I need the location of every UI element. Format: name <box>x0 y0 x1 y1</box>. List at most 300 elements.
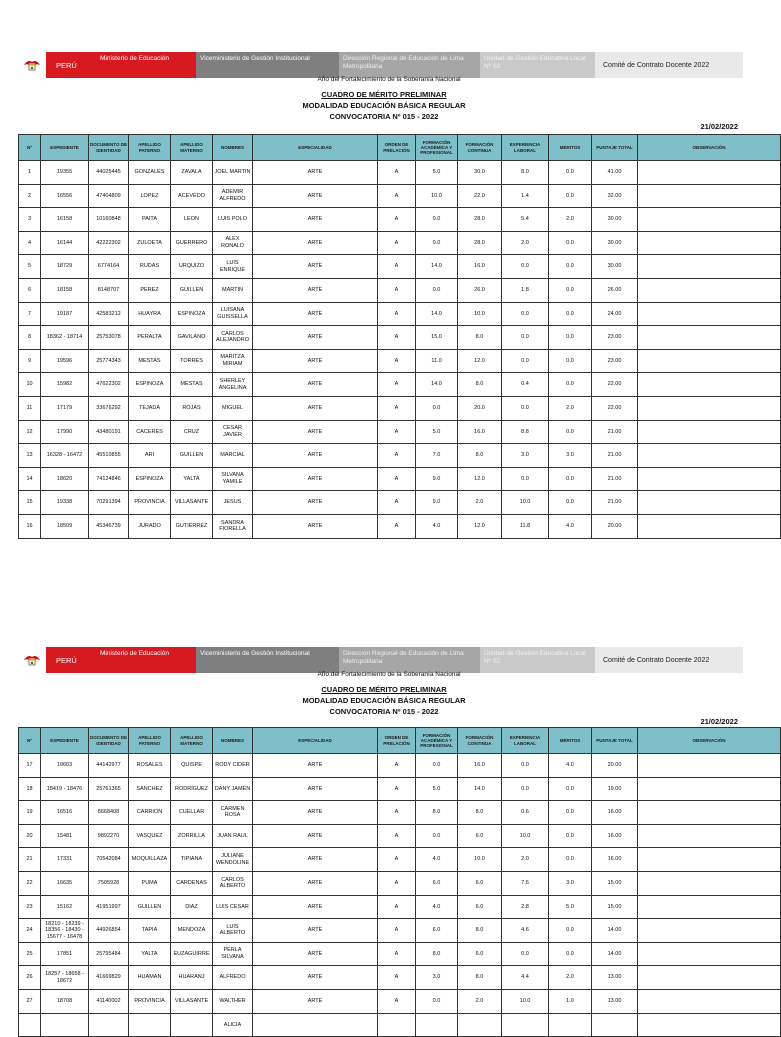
col-formacion-academica-cell: 8.0 <box>416 942 458 966</box>
table-row <box>19 278 781 302</box>
col-orden-prelacion-cell: A <box>378 161 416 185</box>
col-apellido-paterno-cell: JURADO <box>129 514 171 538</box>
year-motto: Año del Fortalecimiento de la Soberanía Nacional <box>317 671 461 678</box>
col-number-cell: 13 <box>19 444 41 468</box>
col-orden-prelacion-cell <box>378 1013 416 1037</box>
vice-ministry-label: Viceministerio de Gestión Institucional <box>196 52 339 78</box>
col-especialidad-cell: ARTE <box>253 349 378 373</box>
peru-coat-of-arms-icon <box>18 647 46 673</box>
col-meritos-cell: 0.0 <box>549 491 592 515</box>
col-experiencia-laboral-header: EXPERIENCIA LABORAL <box>502 135 549 161</box>
merit-table <box>18 727 781 1037</box>
col-observacion-cell <box>638 349 781 373</box>
col-orden-prelacion-cell: A <box>378 491 416 515</box>
col-formacion-academica-cell: 3.0 <box>416 966 458 990</box>
merit-table <box>18 134 781 539</box>
col-meritos-cell: 0.0 <box>549 848 592 872</box>
col-apellido-materno-cell: GUERRERO <box>171 231 213 255</box>
col-orden-prelacion-cell: A <box>378 396 416 420</box>
col-expediente-cell: 17990 <box>41 420 89 444</box>
col-puntaje-total-cell: 20.00 <box>592 514 638 538</box>
col-number-header: Nº <box>19 135 41 161</box>
col-puntaje-total-cell <box>592 1013 638 1037</box>
col-nombres-cell: CARLOS ALEJANDRO <box>213 326 253 350</box>
col-especialidad-cell: ARTE <box>253 919 378 943</box>
col-number-cell: 17 <box>19 754 41 778</box>
col-nombres-cell: MIGUEL <box>213 396 253 420</box>
col-number-cell: 8 <box>19 326 41 350</box>
document-title: CUADRO DE MÉRITO PRELIMINAR <box>321 685 447 694</box>
col-observacion-cell <box>638 871 781 895</box>
col-especialidad-cell: ARTE <box>253 491 378 515</box>
document-subtitle-call: CONVOCATORIA Nº 015 - 2022 <box>329 112 439 121</box>
col-orden-prelacion-cell: A <box>378 871 416 895</box>
table-row <box>19 208 781 232</box>
col-experiencia-laboral-cell: 0.0 <box>502 396 549 420</box>
col-experiencia-laboral-cell: 0.0 <box>502 942 549 966</box>
col-meritos-cell: 1.0 <box>549 989 592 1013</box>
table-row <box>19 444 781 468</box>
col-meritos-cell: 0.0 <box>549 420 592 444</box>
col-experiencia-laboral-cell <box>502 1013 549 1037</box>
col-formacion-continua-cell: 6.0 <box>458 824 502 848</box>
col-meritos-cell: 2.0 <box>549 208 592 232</box>
col-observacion-cell <box>638 231 781 255</box>
col-apellido-materno-cell: EUZAGUIRRE <box>171 942 213 966</box>
col-apellido-paterno-cell: CARRION <box>129 801 171 825</box>
col-puntaje-total-cell: 24.00 <box>592 302 638 326</box>
col-formacion-academica-cell: 0.0 <box>416 278 458 302</box>
col-experiencia-laboral-header: EXPERIENCIA LABORAL <box>502 728 549 754</box>
col-nombres-cell: ALICIA <box>213 1013 253 1037</box>
col-orden-prelacion-cell: A <box>378 255 416 279</box>
col-formacion-continua-header: FORMACIÓN CONTINUA <box>458 728 502 754</box>
col-observacion-cell <box>638 444 781 468</box>
col-expediente-cell: 16158 <box>41 208 89 232</box>
table-row <box>19 824 781 848</box>
col-puntaje-total-header: PUNTAJE TOTAL <box>592 135 638 161</box>
col-especialidad-cell: ARTE <box>253 989 378 1013</box>
col-nombres-header: NOMBRES <box>213 728 253 754</box>
col-especialidad-cell: ARTE <box>253 942 378 966</box>
col-formacion-academica-cell: 5.0 <box>416 777 458 801</box>
col-nombres-cell: CESAR JAVIER <box>213 420 253 444</box>
col-apellido-materno-cell: CARDENAS <box>171 871 213 895</box>
col-dni-cell: 10160848 <box>89 208 129 232</box>
col-apellido-materno-cell: ACEVEDO <box>171 184 213 208</box>
col-especialidad-cell: ARTE <box>253 184 378 208</box>
col-nombres-cell: CARLOS ALBERTO <box>213 871 253 895</box>
col-apellido-materno-cell <box>171 1013 213 1037</box>
col-meritos-cell: 0.0 <box>549 161 592 185</box>
col-expediente-cell: 16635 <box>41 871 89 895</box>
col-observacion-cell <box>638 1013 781 1037</box>
col-experiencia-laboral-cell: 2.0 <box>502 848 549 872</box>
col-puntaje-total-cell: 14.00 <box>592 919 638 943</box>
col-nombres-cell: ADEMIR ALFREDO <box>213 184 253 208</box>
ugel-label: Unidad de Gestión Educativa Local Nº 02 <box>480 647 595 673</box>
col-formacion-continua-cell: 12.0 <box>458 514 502 538</box>
col-formacion-academica-cell: 14.0 <box>416 302 458 326</box>
document-title: CUADRO DE MÉRITO PRELIMINAR <box>321 90 447 99</box>
col-experiencia-laboral-cell: 2.8 <box>502 895 549 919</box>
col-apellido-paterno-header: APELLIDO PATERNO <box>129 728 171 754</box>
col-expediente-cell: 19355 <box>41 161 89 185</box>
col-formacion-continua-cell: 10.0 <box>458 302 502 326</box>
col-formacion-academica-cell: 10.0 <box>416 184 458 208</box>
col-formacion-academica-cell: 4.0 <box>416 514 458 538</box>
col-nombres-cell: SHERLEY ANGELINA <box>213 373 253 397</box>
col-especialidad-cell: ARTE <box>253 208 378 232</box>
col-apellido-materno-cell: CRUZ <box>171 420 213 444</box>
col-number-cell: 26 <box>19 966 41 990</box>
col-observacion-header: OBSERVACIÓN <box>638 135 781 161</box>
col-especialidad-cell: ARTE <box>253 801 378 825</box>
col-dni-cell: 44025445 <box>89 161 129 185</box>
col-dni-header: DOCUMENTO DE IDENTIDAD <box>89 135 129 161</box>
col-nombres-cell: JUAN RAUL <box>213 824 253 848</box>
col-expediente-cell: 15162 <box>41 895 89 919</box>
col-especialidad-header: ESPECIALIDAD <box>253 728 378 754</box>
table-row <box>19 895 781 919</box>
col-experiencia-laboral-cell: 0.0 <box>502 777 549 801</box>
col-orden-prelacion-cell: A <box>378 514 416 538</box>
col-puntaje-total-cell: 13.00 <box>592 989 638 1013</box>
table-row <box>19 754 781 778</box>
col-apellido-materno-cell: RODRÍGUEZ <box>171 777 213 801</box>
col-dni-cell: 41669829 <box>89 966 129 990</box>
col-formacion-academica-header: FORMACIÓN ACADÉMICA Y PROFESIONAL <box>416 728 458 754</box>
col-expediente-cell: 19187 <box>41 302 89 326</box>
col-orden-prelacion-cell: A <box>378 349 416 373</box>
col-observacion-cell <box>638 491 781 515</box>
col-formacion-continua-cell: 28.0 <box>458 231 502 255</box>
col-apellido-paterno-cell: LOPEZ <box>129 184 171 208</box>
ugel-label: Unidad de Gestión Educativa Local Nº 02 <box>480 52 595 78</box>
col-nombres-cell: JOEL MARTIN <box>213 161 253 185</box>
col-nombres-cell: JULIANE WENDOLINE <box>213 848 253 872</box>
col-observacion-cell <box>638 467 781 491</box>
col-dni-cell: 42222302 <box>89 231 129 255</box>
col-orden-prelacion-cell: A <box>378 184 416 208</box>
col-dni-cell: 70542084 <box>89 848 129 872</box>
col-especialidad-cell: ARTE <box>253 895 378 919</box>
col-number-cell <box>19 1013 41 1037</box>
col-formacion-continua-cell: 12.0 <box>458 467 502 491</box>
col-especialidad-cell: ARTE <box>253 161 378 185</box>
table-row <box>19 989 781 1013</box>
col-apellido-materno-cell: GUILLEN <box>171 444 213 468</box>
col-expediente-cell: 18509 <box>41 514 89 538</box>
col-expediente-cell: 16328 - 16472 <box>41 444 89 468</box>
col-dni-cell: 45346739 <box>89 514 129 538</box>
col-puntaje-total-cell: 19.00 <box>592 777 638 801</box>
col-expediente-cell: 16144 <box>41 231 89 255</box>
col-apellido-paterno-header: APELLIDO PATERNO <box>129 135 171 161</box>
col-apellido-materno-header: APELLIDO MATERNO <box>171 728 213 754</box>
col-apellido-materno-header: APELLIDO MATERNO <box>171 135 213 161</box>
col-experiencia-laboral-cell: 0.0 <box>502 302 549 326</box>
col-dni-cell: 8668408 <box>89 801 129 825</box>
col-orden-prelacion-cell: A <box>378 467 416 491</box>
col-meritos-cell: 0.0 <box>549 373 592 397</box>
col-number-cell: 22 <box>19 871 41 895</box>
peru-coat-of-arms-icon <box>18 52 46 78</box>
col-orden-prelacion-cell: A <box>378 801 416 825</box>
col-dni-cell: 8148707 <box>89 278 129 302</box>
col-observacion-cell <box>638 989 781 1013</box>
col-meritos-cell: 2.0 <box>549 396 592 420</box>
col-expediente-cell: 19596 <box>41 349 89 373</box>
col-formacion-continua-cell: 8.0 <box>458 966 502 990</box>
col-especialidad-cell: ARTE <box>253 444 378 468</box>
col-apellido-materno-cell: GAVILANO <box>171 326 213 350</box>
table-row <box>19 373 781 397</box>
col-apellido-paterno-cell: ROSALES <box>129 754 171 778</box>
col-expediente-cell: 17179 <box>41 396 89 420</box>
col-apellido-materno-cell: MENDOZA <box>171 919 213 943</box>
col-formacion-continua-cell: 22.0 <box>458 184 502 208</box>
col-dni-cell: 6774164 <box>89 255 129 279</box>
col-apellido-materno-cell: QUISPE <box>171 754 213 778</box>
col-puntaje-total-cell: 13.00 <box>592 966 638 990</box>
col-apellido-paterno-cell: MESTAS <box>129 349 171 373</box>
col-formacion-academica-cell: 5.0 <box>416 161 458 185</box>
col-formacion-continua-cell: 2.0 <box>458 989 502 1013</box>
col-orden-prelacion-cell: A <box>378 231 416 255</box>
col-puntaje-total-cell: 23.00 <box>592 326 638 350</box>
col-formacion-continua-cell: 8.0 <box>458 919 502 943</box>
col-meritos-cell: 0.0 <box>549 278 592 302</box>
col-number-cell: 12 <box>19 420 41 444</box>
table-row <box>19 467 781 491</box>
col-formacion-continua-cell: 12.0 <box>458 349 502 373</box>
col-number-cell: 2 <box>19 184 41 208</box>
col-formacion-continua-cell: 6.0 <box>458 942 502 966</box>
col-formacion-continua-cell: 26.0 <box>458 278 502 302</box>
table-row <box>19 349 781 373</box>
col-experiencia-laboral-cell: 3.0 <box>502 444 549 468</box>
col-experiencia-laboral-cell: 8.8 <box>502 420 549 444</box>
year-motto: Año del Fortalecimiento de la Soberanía Nacional <box>317 76 461 83</box>
table-row <box>19 848 781 872</box>
col-observacion-cell <box>638 255 781 279</box>
col-formacion-academica-cell: 0.0 <box>416 231 458 255</box>
col-dni-cell <box>89 1013 129 1037</box>
col-dni-cell: 43480191 <box>89 420 129 444</box>
col-meritos-header: MÉRITOS <box>549 135 592 161</box>
col-puntaje-total-cell: 21.00 <box>592 420 638 444</box>
col-orden-prelacion-cell: A <box>378 824 416 848</box>
col-especialidad-cell: ARTE <box>253 278 378 302</box>
col-especialidad-cell: ARTE <box>253 231 378 255</box>
col-expediente-header: EXPEDIENTE <box>41 135 89 161</box>
col-orden-prelacion-cell: A <box>378 919 416 943</box>
col-dni-header: DOCUMENTO DE IDENTIDAD <box>89 728 129 754</box>
col-observacion-cell <box>638 942 781 966</box>
col-puntaje-total-cell: 41.00 <box>592 161 638 185</box>
col-observacion-cell <box>638 754 781 778</box>
col-meritos-cell: 0.0 <box>549 326 592 350</box>
col-apellido-paterno-cell: PUMA <box>129 871 171 895</box>
col-expediente-cell: 19603 <box>41 754 89 778</box>
col-formacion-continua-cell: 16.0 <box>458 255 502 279</box>
col-formacion-academica-cell: 0.0 <box>416 396 458 420</box>
col-orden-prelacion-cell: A <box>378 754 416 778</box>
col-meritos-cell: 0.0 <box>549 919 592 943</box>
col-meritos-cell: 2.0 <box>549 966 592 990</box>
col-number-cell: 15 <box>19 491 41 515</box>
document-date: 21/02/2022 <box>700 717 738 726</box>
col-apellido-paterno-cell: ARI <box>129 444 171 468</box>
col-formacion-academica-cell: 9.0 <box>416 491 458 515</box>
col-formacion-academica-cell <box>416 1013 458 1037</box>
col-meritos-cell: 0.0 <box>549 184 592 208</box>
col-number-cell: 23 <box>19 895 41 919</box>
col-apellido-materno-cell: ESPINOZA <box>171 302 213 326</box>
col-experiencia-laboral-cell: 1.8 <box>502 278 549 302</box>
col-nombres-cell: SANDRA FIORELLA <box>213 514 253 538</box>
col-apellido-materno-cell: ROJAS <box>171 396 213 420</box>
country-label: PERÚ <box>46 647 96 673</box>
col-formacion-academica-cell: 11.0 <box>416 349 458 373</box>
col-apellido-materno-cell: ZORRILLA <box>171 824 213 848</box>
col-observacion-cell <box>638 373 781 397</box>
col-expediente-cell: 15982 <box>41 373 89 397</box>
col-formacion-continua-cell: 6.0 <box>458 871 502 895</box>
col-meritos-cell: 0.0 <box>549 777 592 801</box>
col-observacion-cell <box>638 824 781 848</box>
col-meritos-cell: 4.0 <box>549 754 592 778</box>
regional-direction-label: Dirección Regional de Educación de Lima Metropolitana <box>339 647 480 673</box>
col-experiencia-laboral-cell: 0.0 <box>502 467 549 491</box>
col-number-cell: 7 <box>19 302 41 326</box>
col-especialidad-cell: ARTE <box>253 966 378 990</box>
col-number-cell: 4 <box>19 231 41 255</box>
col-apellido-paterno-cell: PAITA <box>129 208 171 232</box>
col-meritos-cell: 0.0 <box>549 349 592 373</box>
table-row <box>19 326 781 350</box>
col-expediente-cell: 15481 <box>41 824 89 848</box>
col-observacion-cell <box>638 420 781 444</box>
document-subtitle-modality: MODALIDAD EDUCACIÓN BÁSICA REGULAR <box>302 101 466 110</box>
col-puntaje-total-cell: 15.00 <box>592 895 638 919</box>
col-apellido-paterno-cell: PROVINCIA <box>129 491 171 515</box>
col-orden-prelacion-header: ORDEN DE PRELACIÓN <box>378 135 416 161</box>
col-apellido-materno-cell: GUTIÉRREZ <box>171 514 213 538</box>
col-nombres-cell: MARTIN <box>213 278 253 302</box>
col-nombres-cell: SILVANA YAMILE <box>213 467 253 491</box>
col-observacion-cell <box>638 895 781 919</box>
col-formacion-continua-cell: 2.0 <box>458 491 502 515</box>
col-especialidad-cell: ARTE <box>253 871 378 895</box>
col-puntaje-total-cell: 15.00 <box>592 871 638 895</box>
col-meritos-cell: 3.0 <box>549 444 592 468</box>
col-formacion-continua-cell: 14.0 <box>458 777 502 801</box>
col-number-cell: 25 <box>19 942 41 966</box>
col-formacion-academica-cell: 0.0 <box>416 208 458 232</box>
header-bar <box>18 647 743 673</box>
col-meritos-cell: 0.0 <box>549 231 592 255</box>
col-apellido-materno-cell: GUILLEN <box>171 278 213 302</box>
col-experiencia-laboral-cell: 0.0 <box>502 349 549 373</box>
col-formacion-continua-cell: 16.0 <box>458 420 502 444</box>
col-observacion-cell <box>638 514 781 538</box>
col-number-cell: 11 <box>19 396 41 420</box>
col-observacion-cell <box>638 326 781 350</box>
col-formacion-continua-cell: 8.0 <box>458 801 502 825</box>
document-subtitle-modality: MODALIDAD EDUCACIÓN BÁSICA REGULAR <box>302 696 466 705</box>
col-apellido-paterno-cell: RUDAS <box>129 255 171 279</box>
col-especialidad-cell: ARTE <box>253 514 378 538</box>
col-apellido-paterno-cell: CACERES <box>129 420 171 444</box>
col-number-header: Nº <box>19 728 41 754</box>
col-apellido-paterno-cell: PERALTA <box>129 326 171 350</box>
col-apellido-materno-cell: HUARANJ <box>171 966 213 990</box>
col-apellido-materno-cell: TIPIANA <box>171 848 213 872</box>
col-number-cell: 21 <box>19 848 41 872</box>
col-apellido-materno-cell: YALTA <box>171 467 213 491</box>
table-row <box>19 777 781 801</box>
regional-direction-label: Dirección Regional de Educación de Lima Metropolitana <box>339 52 480 78</box>
col-experiencia-laboral-cell: 10.0 <box>502 491 549 515</box>
col-dni-cell: 74124846 <box>89 467 129 491</box>
col-puntaje-total-cell: 30.00 <box>592 231 638 255</box>
col-apellido-materno-cell: CUELLAR <box>171 801 213 825</box>
col-experiencia-laboral-cell: 0.0 <box>502 326 549 350</box>
col-apellido-paterno-cell: ESPINOZA <box>129 373 171 397</box>
col-puntaje-total-cell: 30.00 <box>592 255 638 279</box>
col-formacion-academica-cell: 4.0 <box>416 848 458 872</box>
col-expediente-cell: 17851 <box>41 942 89 966</box>
col-apellido-paterno-cell: TEJADA <box>129 396 171 420</box>
col-expediente-cell: 19338 <box>41 491 89 515</box>
col-apellido-paterno-cell: ZULOETA <box>129 231 171 255</box>
col-especialidad-cell: ARTE <box>253 302 378 326</box>
col-formacion-academica-cell: 0.0 <box>416 824 458 848</box>
col-formacion-academica-cell: 14.0 <box>416 255 458 279</box>
col-orden-prelacion-cell: A <box>378 777 416 801</box>
col-experiencia-laboral-cell: 0.6 <box>502 801 549 825</box>
col-number-cell: 10 <box>19 373 41 397</box>
col-orden-prelacion-header: ORDEN DE PRELACIÓN <box>378 728 416 754</box>
col-formacion-continua-cell: 8.0 <box>458 373 502 397</box>
col-nombres-cell: LUIS ALBERTO <box>213 919 253 943</box>
table-row <box>19 396 781 420</box>
col-orden-prelacion-cell: A <box>378 942 416 966</box>
document-date: 21/02/2022 <box>700 122 738 131</box>
col-number-cell: 14 <box>19 467 41 491</box>
table-row <box>19 255 781 279</box>
col-formacion-academica-cell: 0.0 <box>416 989 458 1013</box>
col-nombres-cell: DANY JAMEN <box>213 777 253 801</box>
col-orden-prelacion-cell: A <box>378 989 416 1013</box>
document-subtitle-call: CONVOCATORIA Nº 015 - 2022 <box>329 707 439 716</box>
col-meritos-cell: 0.0 <box>549 942 592 966</box>
col-especialidad-cell: ARTE <box>253 255 378 279</box>
col-meritos-cell: 0.0 <box>549 302 592 326</box>
col-meritos-cell <box>549 1013 592 1037</box>
col-formacion-academica-cell: 7.0 <box>416 444 458 468</box>
table-row <box>19 919 781 943</box>
col-apellido-materno-cell: TORRES <box>171 349 213 373</box>
col-nombres-cell: PERLA SILVANA <box>213 942 253 966</box>
col-expediente-cell: 17331 <box>41 848 89 872</box>
col-experiencia-laboral-cell: 4.6 <box>502 919 549 943</box>
col-puntaje-total-cell: 20.00 <box>592 754 638 778</box>
col-orden-prelacion-cell: A <box>378 420 416 444</box>
col-experiencia-laboral-cell: 10.0 <box>502 824 549 848</box>
